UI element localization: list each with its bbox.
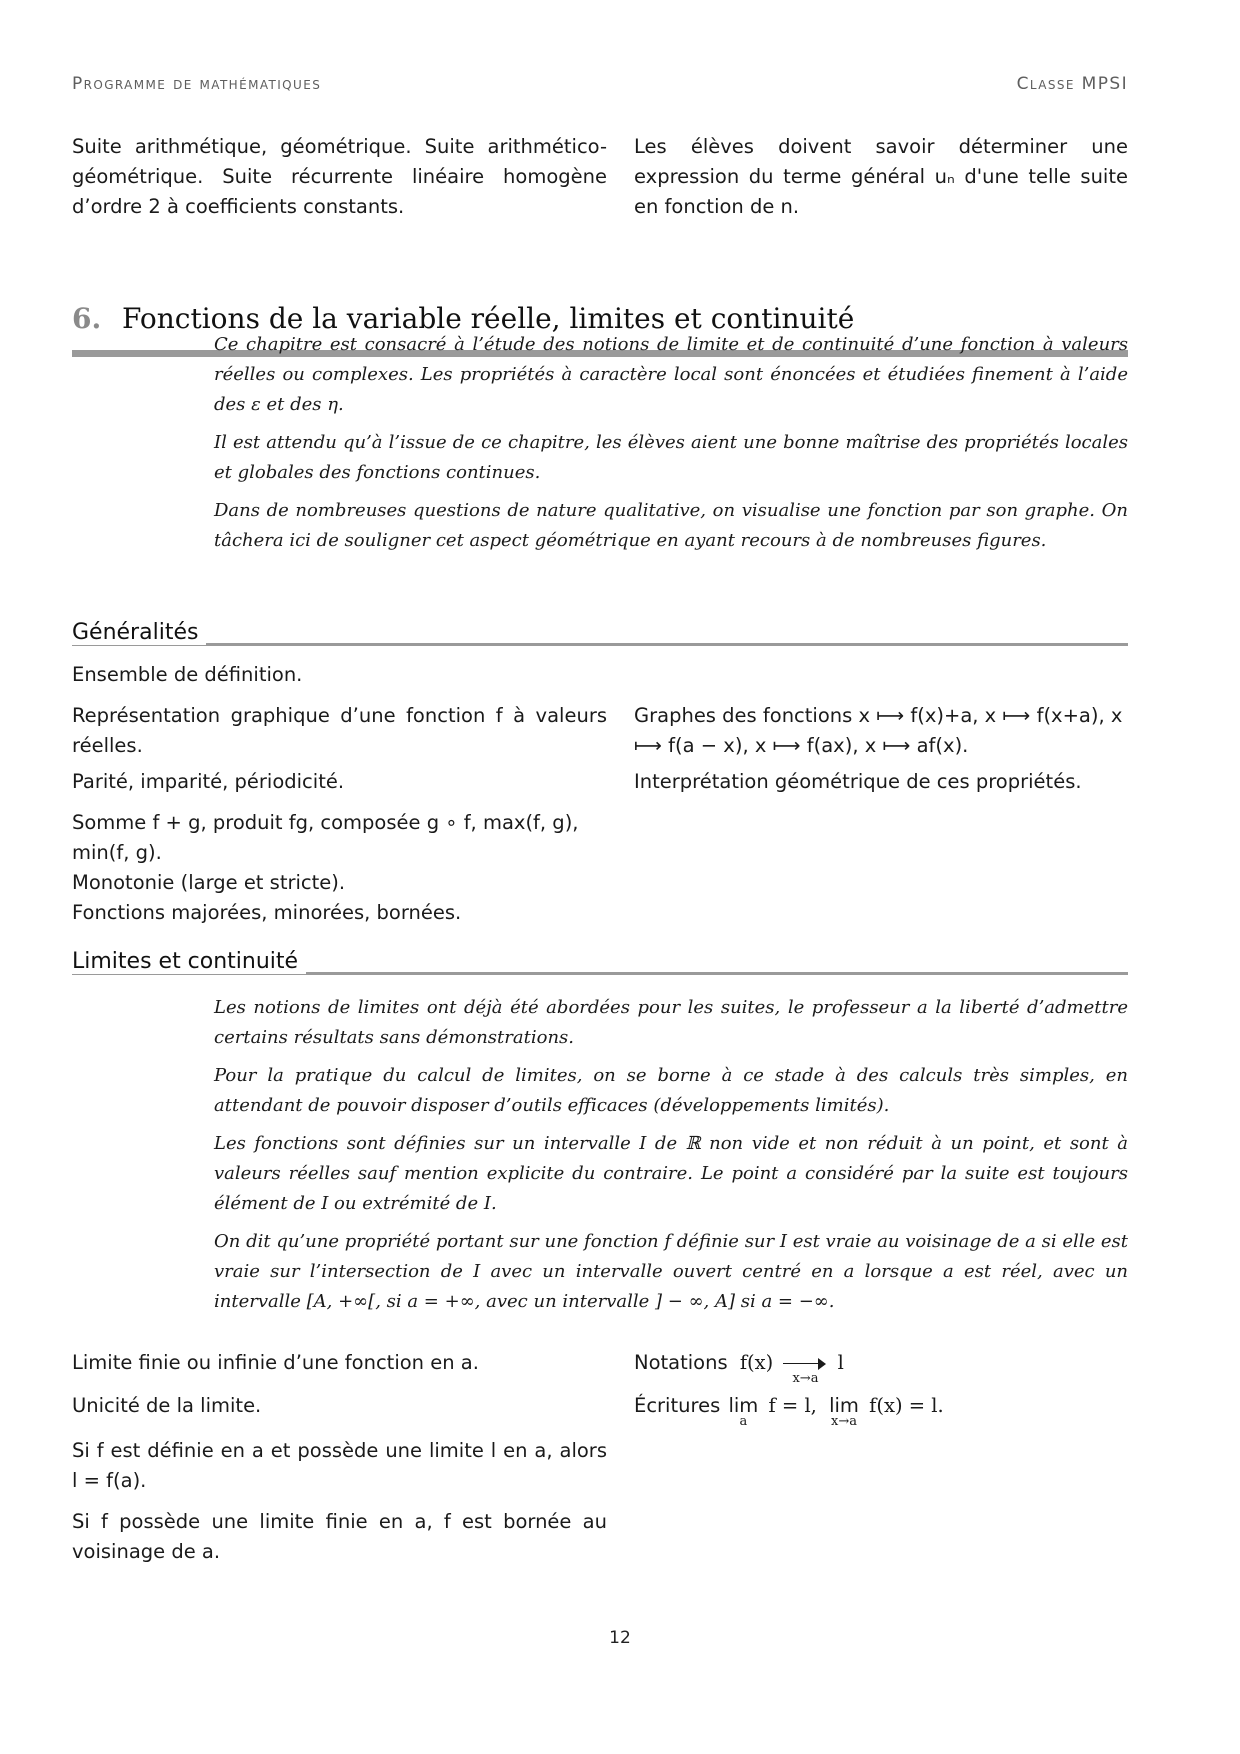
arrow-head: [818, 1358, 826, 1370]
limites-left: Si f est définie en a et possède une limite l en a, alors l = f(a).: [72, 1439, 607, 1492]
generalites-left: Monotonie (large et stricte).: [72, 871, 346, 894]
limites-intro-paragraph-4: On dit qu’une propriété portant sur une fonction f définie sur I est vraie au voisinage de a si elle est vraie sur l’intersection de I avec un intervalle ouvert centré en a lorsque a est réel, avec un intervalle [A, +∞[, si a = +∞, avec un intervalle ] − ∞, A] si a = −∞.: [214, 1231, 1128, 1312]
page-number: 12: [609, 1628, 631, 1648]
notation-label: Notations: [634, 1351, 728, 1374]
limites-left: Si f possède une limite finie en a, f est bornée au voisinage de a.: [72, 1510, 607, 1563]
lim-word: lim: [728, 1394, 759, 1417]
notation-result: l: [837, 1351, 844, 1374]
lim-subscript-a: a: [739, 1414, 748, 1429]
lim-subscript-x: x→a: [831, 1414, 857, 1429]
limites-left: Limite finie ou infinie d’une fonction en a.: [72, 1351, 479, 1374]
header-program-title: Programme de mathématiques: [72, 74, 322, 94]
generalites-left: Fonctions majorées, minorées, bornées.: [72, 901, 462, 924]
notation-expression: f(x): [739, 1351, 774, 1374]
ecritures-end: f(x) = l.: [869, 1394, 944, 1417]
generalites-left: Ensemble de définition.: [72, 663, 303, 686]
header-class-title: Classe MPSI: [1016, 74, 1128, 94]
running-header: [72, 74, 1128, 98]
suite-types-text: Suite arithmétique, géométrique. Suite arithmético-géométrique. Suite récurrente linéaire homogène d’ordre 2 à coefficients constants.: [72, 135, 607, 218]
intro-paragraph-3: Dans de nombreuses questions de nature qualitative, on visualise une fonction par son graphe. On tâchera ici de souligner cet aspect géométrique en ayant recours à de nombreuses figures.: [214, 500, 1128, 551]
limites-intro: [214, 993, 1128, 1317]
lim-word: lim: [829, 1394, 859, 1417]
suite-types-comment: Les élèves doivent savoir déterminer une expression du terme général uₙ d'une telle suite en fonction de n.: [634, 135, 1128, 218]
notation-formula: [634, 1348, 1128, 1386]
arrow-subscript: x→a: [792, 1370, 819, 1386]
generalites-left: Représentation graphique d’une fonction f à valeurs réelles.: [72, 704, 607, 757]
ecritures-middle: f = l,: [768, 1394, 817, 1417]
limites-intro-paragraph-1: Les notions de limites ont déjà été abordées pour les suites, le professeur a la liberté d’admettre certains résultats sans démonstrations.: [214, 997, 1128, 1048]
limit-arrow: [783, 1354, 827, 1386]
limites-left: Unicité de la limite.: [72, 1394, 262, 1417]
arrow-shaft: [783, 1363, 819, 1365]
lim-operator-x: [829, 1391, 859, 1429]
section-title: Fonctions de la variable réelle, limites et continuité: [122, 302, 855, 335]
limites-intro-paragraph-2: Pour la pratique du calcul de limites, on se borne à ce stade à des calculs très simples, en attendant de pouvoir disposer d’outils efficaces (développements limités).: [214, 1065, 1128, 1116]
subsection-rule: [72, 643, 1128, 646]
generalites-left: Somme f + g, produit fg, composée g ∘ f, max(f, g), min(f, g).: [72, 811, 579, 864]
lim-operator-a: [728, 1391, 759, 1429]
subsection-limites: [72, 949, 1128, 983]
intro-paragraph-2: Il est attendu qu’à l’issue de ce chapitre, les élèves aient une bonne maîtrise des propriétés locales et globales des fonctions continues.: [214, 432, 1128, 483]
intro-paragraph-1: Ce chapitre est consacré à l’étude des notions de limite et de continuité d’une fonction à valeurs réelles ou complexes. Les propriétés à caractère local sont énoncées et étudiées finement à l’aide des ε et des η.: [214, 334, 1128, 415]
subsection-generalites: [72, 620, 1128, 654]
subsection-heading: Limites et continuité: [72, 949, 306, 974]
limites-intro-paragraph-3: Les fonctions sont définies sur un intervalle I de ℝ non vide et non réduit à un point, et sont à valeurs réelles sauf mention explicite du contraire. Le point a considéré par la suite est toujours élément de I ou extrémité de I.: [214, 1133, 1128, 1214]
section-number: 6.: [72, 302, 102, 335]
generalites-right: Interprétation géométrique de ces propriétés.: [634, 770, 1082, 793]
ecritures-formula: [634, 1391, 1128, 1429]
generalites-right: Graphes des fonctions x ⟼ f(x)+a, x ⟼ f(x+a), x ⟼ f(a − x), x ⟼ f(ax), x ⟼ af(x).: [634, 704, 1123, 757]
generalites-left: Parité, imparité, périodicité.: [72, 770, 345, 793]
ecritures-label: Écritures: [634, 1394, 721, 1417]
section-intro: [214, 330, 1128, 556]
subsection-heading: Généralités: [72, 620, 206, 645]
